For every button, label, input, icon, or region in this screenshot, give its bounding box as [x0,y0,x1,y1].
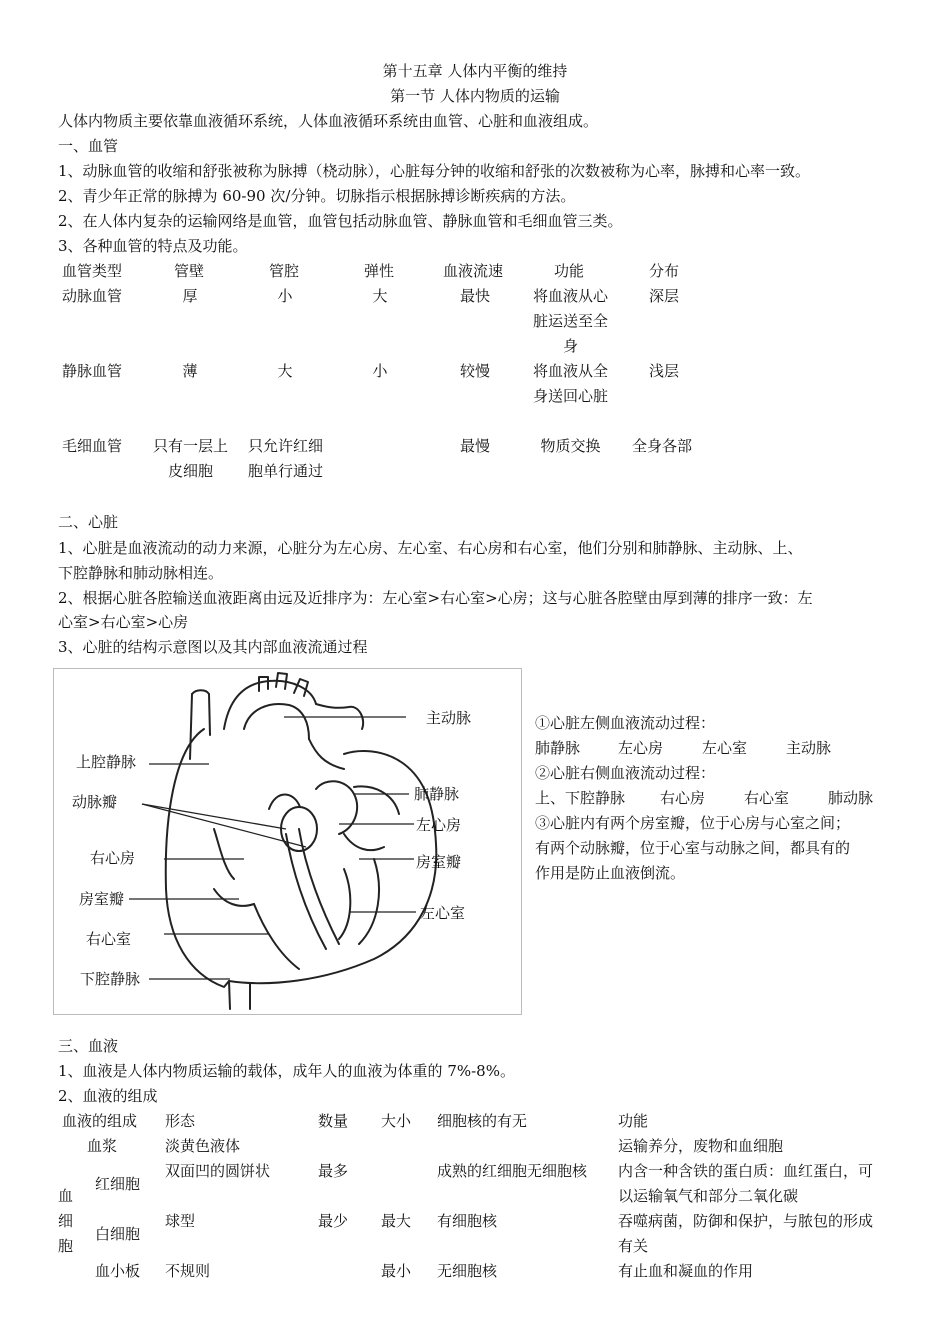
blood-th-shape: 形态 [165,1112,196,1130]
vessel-item-4: 3、各种血管的特点及功能。 [58,237,248,255]
table-cell: 有止血和凝血的作用 [618,1262,754,1280]
heading-heart: 二、心脏 [58,513,119,531]
vessel-th-wall: 管壁 [174,262,205,280]
table-cell: 运输养分，废物和血细胞 [618,1137,784,1155]
vessel-th-distribution: 分布 [649,262,680,280]
label-arterial-valve: 动脉瓣 [72,793,118,811]
table-cell: 厚 [182,287,198,305]
table-cell: 血浆 [87,1137,118,1155]
heart-diagram [53,668,522,1015]
vessel-item-1: 1、动脉血管的收缩和舒张被称为脉搏（桡动脉），心脏每分钟的收缩和舒张的次数被称为心率，脉搏和心率一致。 [58,162,811,180]
table-cell: 全身各部 [632,437,693,455]
table-cell: 动脉血管 [62,287,123,305]
blood-th-function: 功能 [618,1112,649,1130]
table-cell: 小 [277,287,293,305]
vessel-th-speed: 血液流速 [443,262,504,280]
flow-step: 肺动脉 [828,789,874,807]
table-cell: 有细胞核 [437,1212,498,1230]
vessel-item-3: 2、在人体内复杂的运输网络是血管，血管包括动脉血管、静脉血管和毛细血管三类。 [58,212,623,230]
table-cell: 白细胞 [95,1225,141,1243]
heading-blood-vessels: 一、血管 [58,137,119,155]
table-cell: 大 [277,362,293,380]
flow-step: 右心室 [744,789,790,807]
table-cell: 物质交换 [540,437,601,455]
valve-note-1: ③心脏内有两个房室瓣，位于心房与心室之间； [535,814,851,832]
blood-th-component: 血液的组成 [62,1112,138,1130]
table-cell: 不规则 [165,1262,211,1280]
table-cell: 毛细血管 [62,437,123,455]
label-superior-vena-cava: 上腔静脉 [76,753,137,771]
label-right-ventricle: 右心室 [86,930,132,948]
heart-item-1a: 1、心脏是血液流动的动力来源，心脏分为左心房、左心室、右心房和右心室，他们分别和肺静脉、主动脉、上、 [58,539,803,557]
blood-th-size: 大小 [381,1112,412,1130]
flow-step: 主动脉 [786,739,832,757]
table-cell: 最多 [318,1162,349,1180]
table-cell: 红细胞 [95,1175,141,1193]
table-cell: 吞噬病菌，防御和保护，与脓包的形成有关 [618,1212,874,1255]
table-cell: 小 [372,362,388,380]
heart-item-1b: 下腔静脉和肺动脉相连。 [58,564,224,582]
table-cell: 最慢 [459,437,490,455]
vessel-item-2: 2、青少年正常的脉搏为 60-90 次/分钟。切脉指示根据脉搏诊断疾病的方法。 [58,187,576,205]
table-cell: 大 [372,287,388,305]
flow-step: 左心室 [702,739,748,757]
valve-note-3: 作用是防止血液倒流。 [535,864,686,882]
flow-step: 左心房 [618,739,664,757]
table-cell: 血小板 [95,1262,141,1280]
label-pulmonary-vein: 肺静脉 [414,785,460,803]
chapter-title: 第十五章 人体内平衡的维持 [382,62,568,80]
left-flow-title: ①心脏左侧血液流动过程： [535,714,716,732]
heart-item-3: 3、心脏的结构示意图以及其内部血液流通过程 [58,638,368,656]
table-cell: 最少 [318,1212,349,1230]
section-title: 第一节 人体内物质的运输 [390,87,560,105]
table-cell: 将血液从全身送回心脏 [533,362,609,405]
vessel-th-elasticity: 弹性 [364,262,395,280]
blood-th-nucleus: 细胞核的有无 [437,1112,528,1130]
flow-step: 右心房 [660,789,706,807]
table-cell: 浅层 [649,362,680,380]
table-cell: 静脉血管 [62,362,123,380]
table-cell: 较慢 [459,362,490,380]
table-cell: 内含一种含铁的蛋白质：血红蛋白，可以运输氧气和部分二氧化碳 [618,1162,874,1205]
valve-note-2: 有两个动脉瓣，位于心室与动脉之间，都具有的 [535,839,851,857]
heart-item-2a: 2、根据心脏各腔输送血液距离由远及近排序为：左心室>右心室>心房；这与心脏各腔壁由厚到薄的排序一致：左 [58,589,813,607]
label-left-ventricle: 左心室 [420,904,466,922]
intro-text: 人体内物质主要依靠血液循环系统，人体血液循环系统由血管、心脏和血液组成。 [58,112,599,130]
table-cell: 只有一层上皮细胞 [153,437,229,480]
table-cell: 最快 [459,287,490,305]
label-right-atrium: 右心房 [90,849,136,867]
blood-item-1: 1、血液是人体内物质运输的载体，成年人的血液为体重的 7%-8%。 [58,1062,515,1080]
vessel-th-function: 功能 [554,262,585,280]
blood-cell-group: 血细胞 [58,1187,74,1255]
table-cell: 只允许红细胞单行通过 [248,437,324,480]
label-av-valve-left: 房室瓣 [416,853,462,871]
label-inferior-vena-cava: 下腔静脉 [80,970,141,988]
table-cell: 将血液从心脏运送至全身 [533,287,609,355]
label-left-atrium: 左心房 [416,816,462,834]
table-cell: 成熟的红细胞无细胞核 [437,1162,588,1180]
flow-step: 肺静脉 [535,739,581,757]
label-av-valve-right: 房室瓣 [79,890,125,908]
table-cell: 最小 [381,1262,412,1280]
heart-item-2b: 心室>右心室>心房 [58,613,189,631]
table-cell: 球型 [165,1212,196,1230]
blood-th-count: 数量 [318,1112,349,1130]
flow-step: 上、下腔静脉 [535,789,626,807]
table-cell: 深层 [649,287,680,305]
table-cell: 淡黄色液体 [165,1137,241,1155]
heading-blood: 三、血液 [58,1037,119,1055]
label-aorta: 主动脉 [426,709,472,727]
blood-item-2: 2、血液的组成 [58,1087,158,1105]
vessel-th-lumen: 管腔 [269,262,300,280]
table-cell: 无细胞核 [437,1262,498,1280]
vessel-th-type: 血管类型 [62,262,123,280]
table-cell: 双面凹的圆饼状 [165,1162,271,1180]
table-cell: 薄 [182,362,198,380]
right-flow-title: ②心脏右侧血液流动过程： [535,764,716,782]
table-cell: 最大 [381,1212,412,1230]
